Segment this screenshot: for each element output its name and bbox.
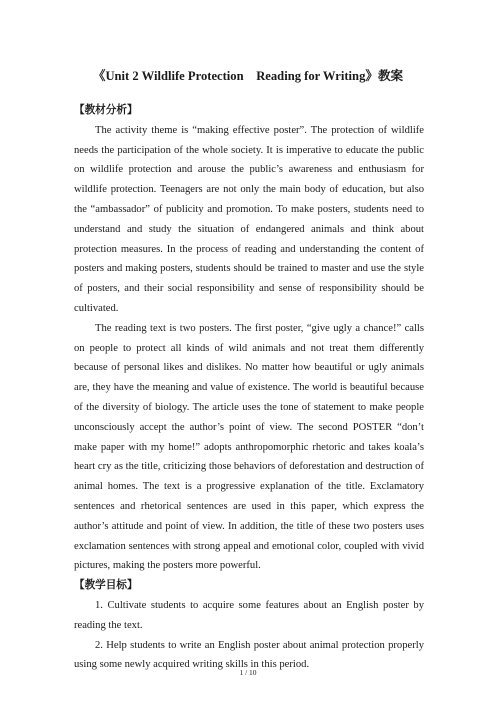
paragraph-activity-theme: The activity theme is “making effective poster”. The protection of wildlife needs the participation of the whole society. It is imperative to educate the public on wildlife protection and arouse the public’s awareness and enthusiasm for wildlife protection. Teenagers are not only the main body of education, but also the “ambassador” of publicity and promotion. To make posters, students need to understand and study the situation of endangered animals and think about protection measures. In the process of reading and understanding the content of posters and making posters, students should be trained to master and use the style of posters, and their social responsibility and sense of responsibility should be cultivated. (74, 124, 424, 314)
section-heading-teaching-objectives: 【教学目标】 (74, 580, 138, 592)
objective-item-1: 1. Cultivate students to acquire some features about an English poster by reading the text. (74, 599, 424, 631)
page-number: 1 / 10 (239, 668, 257, 677)
document-title: 《Unit 2 Wildlife Protection Reading for Writing》教案 (92, 69, 404, 83)
paragraph-reading-text: The reading text is two posters. The first poster, “give ugly a chance!” calls on people to protect all kinds of wild animals and not treat them differently because of personal likes and dislikes. No matter how beautiful or ugly animals are, they have the meaning and value of existence. The world is beautiful because of the diversity of biology. The article uses the tone of statement to make people unconsciously accept the author’s point of view. The second POSTER “don’t make paper with my home!” adopts anthropomorphic rhetoric and takes koala’s heart cry as the title, criticizing those behaviors of deforestation and destruction of animal homes. The text is a progressive explanation of the title. Exclamatory sentences and rhetorical sentences are used in this paper, which express the author’s attitude and point of view. In addition, the title of these two posters uses exclamation sentences with strong appeal and emotional color, coupled with vivid pictures, making the posters more powerful. (74, 322, 424, 572)
section-heading-textbook-analysis: 【教材分析】 (74, 105, 138, 116)
objective-item-2: 2. Help students to write an English poster about animal protection properly using some newly acquired writing skills in this period. (74, 639, 424, 671)
document-body (74, 101, 424, 675)
